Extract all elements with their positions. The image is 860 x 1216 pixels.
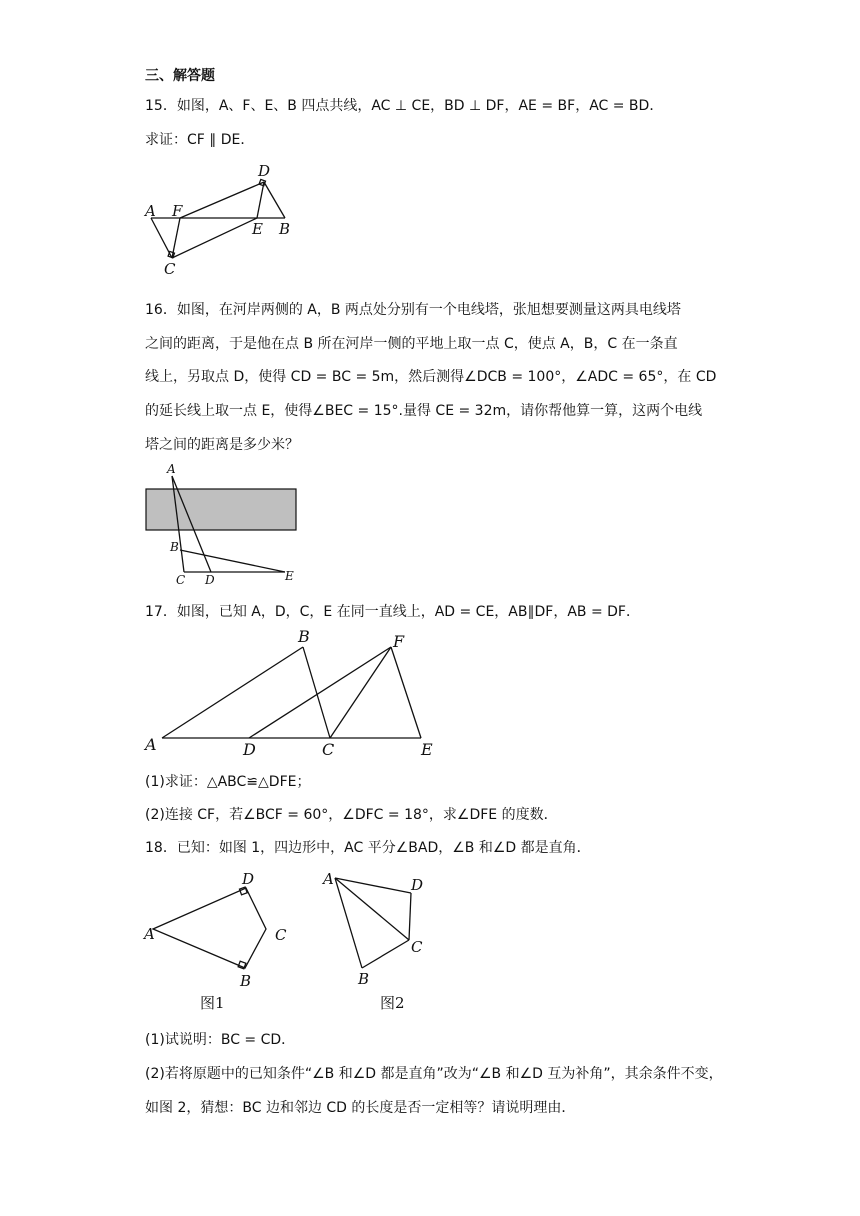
q16-line-4: 的延长线上取一点 E，使得∠BEC = 15°.量得 CE = 32m，请你帮他算一算，这两个电线 <box>145 403 703 419</box>
q16-label-a: A <box>167 462 176 476</box>
q18-fig1-label-a: A <box>144 925 155 943</box>
q15-label-a: A <box>145 202 156 220</box>
q17-part-1: (1)求证：△ABC≌△DFE； <box>145 774 311 790</box>
q17-part-2: (2)连接 CF，若∠BCF = 60°，∠DFC = 18°，求∠DFE 的度数． <box>145 807 558 823</box>
q16-river <box>146 489 296 530</box>
q16-line-5: 塔之间的距离是多少米？ <box>145 437 299 453</box>
q17-label-b: B <box>298 627 310 646</box>
q18-fig1-label-d: D <box>242 870 255 888</box>
q18-fig2-label-b: B <box>358 970 370 988</box>
q18-fig2-lines <box>335 878 411 968</box>
q15-label-b: B <box>279 220 291 238</box>
q16-line-3: 线上，另取点 D，使得 CD = BC = 5m，然后测得∠DCB = 100°，∠ADC = 65°，在 CD <box>145 369 717 385</box>
q18-part-1: (1)试说明：BC = CD． <box>145 1032 296 1048</box>
q15-label-f: F <box>172 202 183 220</box>
q18-statement: 18．已知：如图 1，四边形中，AC 平分∠BAD，∠B 和∠D 都是直角． <box>145 840 591 856</box>
q15-label-d: D <box>258 162 271 180</box>
q16-line-2: 之间的距离，于是他在点 B 所在河岸一侧的平地上取一点 C，使点 A，B，C 在一条直 <box>145 336 678 352</box>
q15-label-c: C <box>164 260 176 278</box>
q17-label-f: F <box>393 632 405 651</box>
q17-label-a: A <box>145 735 157 754</box>
q16-label-e: E <box>285 569 294 583</box>
q18-part-2-line-1: (2)若将原题中的已知条件“∠B 和∠D 都是直角”改为“∠B 和∠D 互为补角”，其余条件不变， <box>145 1066 723 1082</box>
q17-lines <box>162 647 421 738</box>
q15-prove: 求证：CF ∥ DE． <box>145 132 255 148</box>
q18-fig2-label-d: D <box>411 876 424 894</box>
q18-fig1-lines <box>153 887 266 969</box>
q17-label-c: C <box>322 740 335 759</box>
q17-label-e: E <box>421 740 433 759</box>
q18-fig2-caption: 图2 <box>380 994 405 1012</box>
q18-fig1-label-c: C <box>275 926 287 944</box>
q16-lines <box>146 476 296 572</box>
q16-label-d: D <box>205 573 215 587</box>
q18-fig1-caption: 图1 <box>200 994 225 1012</box>
q15-label-e: E <box>252 220 263 238</box>
q15-statement: 15．如图，A、F、E、B 四点共线，AC ⊥ CE，BD ⊥ DF，AE = BF，AC = BD． <box>145 98 664 114</box>
q16-label-b: B <box>170 540 179 554</box>
q17-label-d: D <box>243 740 256 759</box>
q18-fig2-label-c: C <box>411 938 423 956</box>
q16-line-1: 16．如图，在河岸两侧的 A，B 两点处分别有一个电线塔，张旭想要测量这两具电线塔 <box>145 302 681 318</box>
q18-fig1-label-b: B <box>240 972 252 990</box>
q18-fig2-label-a: A <box>323 870 334 888</box>
q17-statement: 17．如图，已知 A，D，C，E 在同一直线上，AD = CE，AB∥DF，AB = DF． <box>145 604 640 620</box>
section-title: 三、解答题 <box>145 68 215 84</box>
q16-label-c: C <box>176 573 186 587</box>
q18-part-2-line-2: 如图 2，猜想：BC 边和邻边 CD 的长度是否一定相等？请说明理由． <box>145 1100 576 1116</box>
